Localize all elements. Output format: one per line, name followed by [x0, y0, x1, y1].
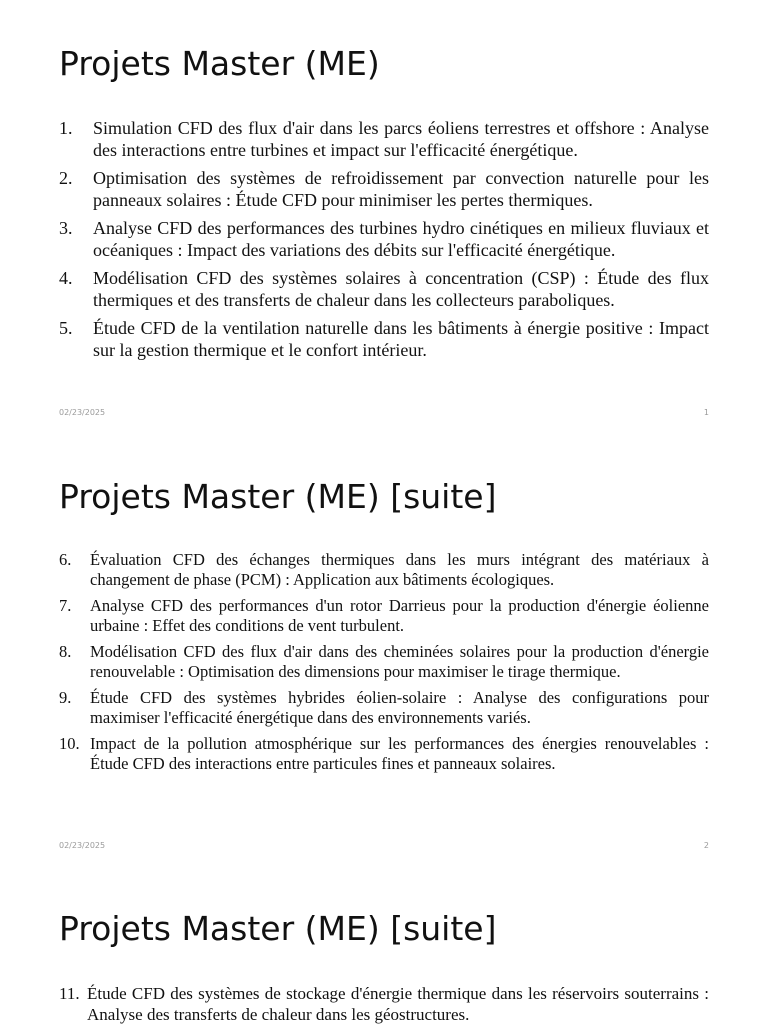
- item-number: 4.: [59, 268, 73, 288]
- item-text: Analyse CFD des performances des turbines hydro cinétiques en milieux fluviaux et océaniques : Impact des variations des débits sur l'efficacité énergétique.: [93, 218, 709, 260]
- slide-3: [0, 866, 768, 1024]
- item-text: Optimisation des systèmes de refroidissement par convection naturelle pour les panneaux solaires : Étude CFD pour minimiser les pertes thermiques.: [93, 168, 709, 210]
- project-list: [59, 550, 709, 780]
- item-text: Modélisation CFD des systèmes solaires à concentration (CSP) : Étude des flux thermiques et des transferts de chaleur dans les collecteurs paraboliques.: [93, 268, 709, 310]
- slide-2: [0, 433, 768, 866]
- item-text: Étude CFD des systèmes de stockage d'énergie thermique dans les réservoirs souterrains : Analyse des transferts de chaleur dans les géostructures.: [87, 984, 709, 1024]
- slide-title: Projets Master (ME) [suite]: [59, 909, 497, 948]
- project-list: [59, 118, 709, 368]
- slide-title: Projets Master (ME): [59, 44, 380, 83]
- item-number: 6.: [59, 550, 72, 569]
- item-number: 5.: [59, 318, 73, 338]
- slide-page-number: 1: [703, 408, 709, 417]
- slide-date: 02/23/2025: [59, 408, 106, 417]
- item-text: Impact de la pollution atmosphérique sur les performances des énergies renouvelables : Étude CFD des interactions entre particules fines et panneaux solaires.: [90, 734, 709, 773]
- list-item: [59, 642, 709, 682]
- list-item: [59, 118, 709, 161]
- list-item: [59, 984, 709, 1024]
- list-item: [59, 268, 709, 311]
- list-item: [59, 688, 709, 728]
- list-item: [59, 550, 709, 590]
- item-number: 10.: [59, 734, 80, 753]
- item-text: Étude CFD de la ventilation naturelle dans les bâtiments à énergie positive : Impact sur la gestion thermique et le confort intérieur.: [93, 318, 709, 360]
- item-number: 8.: [59, 642, 72, 661]
- item-text: Étude CFD des systèmes hybrides éolien-solaire : Analyse des configurations pour maximiser l'efficacité énergétique dans des environnements variés.: [90, 688, 709, 727]
- item-number: 3.: [59, 218, 73, 238]
- item-text: Analyse CFD des performances d'un rotor Darrieus pour la production d'énergie éolienne urbaine : Effet des conditions de vent turbulent.: [90, 596, 709, 635]
- list-item: [59, 734, 709, 774]
- list-item: [59, 596, 709, 636]
- item-number: 7.: [59, 596, 72, 615]
- slide-date: 02/23/2025: [59, 841, 106, 850]
- slide-1: [0, 0, 768, 433]
- item-number: 11.: [59, 984, 80, 1003]
- list-item: [59, 218, 709, 261]
- item-text: Évaluation CFD des échanges thermiques dans les murs intégrant des matériaux à changement de phase (PCM) : Application aux bâtiments écologiques.: [90, 550, 709, 589]
- list-item: [59, 168, 709, 211]
- slide-title: Projets Master (ME) [suite]: [59, 477, 497, 516]
- item-text: Modélisation CFD des flux d'air dans des cheminées solaires pour la production d'énergie renouvelable : Optimisation des dimensions pour maximiser le tirage thermique.: [90, 642, 709, 681]
- slide-page-number: 2: [703, 841, 709, 850]
- list-item: [59, 318, 709, 361]
- item-text: Simulation CFD des flux d'air dans les parcs éoliens terrestres et offshore : Analyse des interactions entre turbines et impact sur l'efficacité énergétique.: [93, 118, 709, 160]
- item-number: 1.: [59, 118, 73, 138]
- project-list: [59, 984, 709, 1024]
- item-number: 9.: [59, 688, 72, 707]
- item-number: 2.: [59, 168, 73, 188]
